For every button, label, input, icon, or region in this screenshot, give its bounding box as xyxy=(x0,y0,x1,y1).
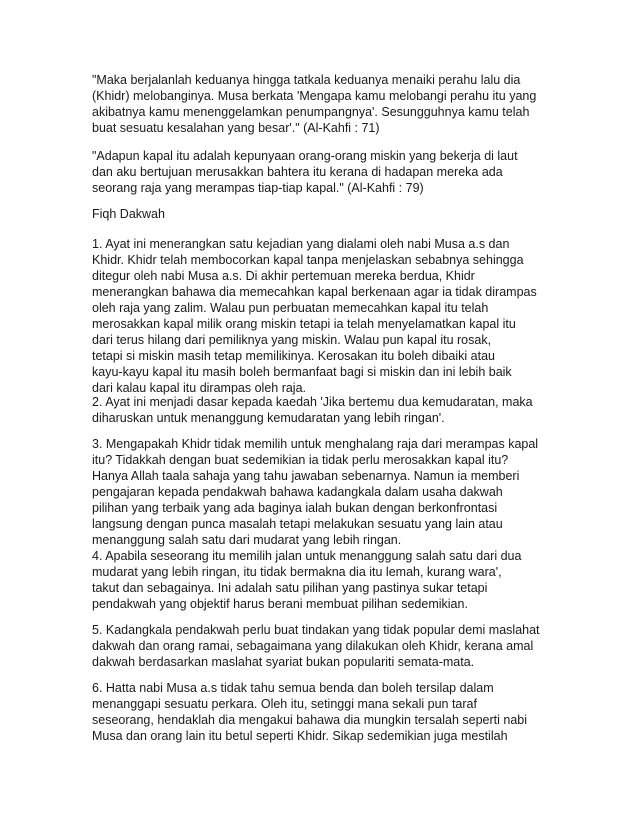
text-line: menanggapi sesuatu perkara. Oleh itu, setinggi mana sekali pun taraf xyxy=(92,697,477,711)
text-line: takut dan sebagainya. Ini adalah satu pilihan yang pastinya sukar tetapi xyxy=(92,581,488,595)
text-line: mudarat yang lebih ringan, itu tidak bermakna dia itu lemah, kurang wara', xyxy=(92,565,502,579)
text-line: menanggung salah satu dari mudarat yang lebih ringan. xyxy=(92,533,402,547)
text-line: seorang raja yang merampas tiap-tiap kapal." (Al-Kahfi : 79) xyxy=(92,181,424,195)
point-paragraph-1 xyxy=(92,236,562,396)
text-line: 3. Mengapakah Khidr tidak memilih untuk menghalang raja dari merampas kapal xyxy=(92,437,539,451)
text-line: kayu-kayu kapal itu masih boleh bermanfaat bagi si miskin dan ini lebih baik xyxy=(92,365,512,379)
text-line: diharuskan untuk menanggung kemudaratan yang lebih ringan'. xyxy=(92,411,445,425)
text-line: 2. Ayat ini menjadi dasar kepada kaedah 'Jika bertemu dua kemudaratan, maka xyxy=(92,395,533,409)
heading-text: Fiqh Dakwah xyxy=(92,207,165,221)
text-line: menerangkan bahawa dia memecahkan kapal berkenaan agar ia tidak dirampas xyxy=(92,285,537,299)
text-line: dakwah dan orang ramai, sebagaimana yang dilakukan oleh Khidr, kerana amal xyxy=(92,639,534,653)
text-line: langsung dengan punca masalah tetapi melakukan sesuatu yang lain atau xyxy=(92,517,503,531)
text-line: itu? Tidakkah dengan buat sedemikian ia tidak perlu merosakkan kapal itu? xyxy=(92,453,509,467)
point-paragraph-5 xyxy=(92,622,562,670)
point-paragraph-4 xyxy=(92,548,562,612)
text-line: merosakkan kapal milik orang miskin tetapi ia telah menyelamatkan kapal itu xyxy=(92,317,516,331)
section-heading xyxy=(92,206,562,222)
text-line: Musa dan orang lain itu betul seperti Khidr. Sikap sedemikian juga mestilah xyxy=(92,729,508,743)
text-line: ditegur oleh nabi Musa a.s. Di akhir pertemuan mereka berdua, Khidr xyxy=(92,269,475,283)
text-line: pengajaran kepada pendakwah bahawa kadangkala dalam usaha dakwah xyxy=(92,485,503,499)
text-line: 6. Hatta nabi Musa a.s tidak tahu semua benda dan boleh tersilap dalam xyxy=(92,681,494,695)
text-line: 1. Ayat ini menerangkan satu kejadian yang dialami oleh nabi Musa a.s dan xyxy=(92,237,510,251)
text-line: (Khidr) melobanginya. Musa berkata 'Mengapa kamu melobangi perahu itu yang xyxy=(92,89,537,103)
text-line: Khidr. Khidr telah membocorkan kapal tanpa menjelaskan sebabnya sehingga xyxy=(92,253,524,267)
text-line: dakwah berdasarkan maslahat syariat bukan populariti semata-mata. xyxy=(92,655,475,669)
text-line: "Adapun kapal itu adalah kepunyaan orang-orang miskin yang bekerja di laut xyxy=(92,149,518,163)
text-line: buat sesuatu kesalahan yang besar'." (Al-Kahfi : 71) xyxy=(92,121,380,135)
text-line: dari kalau kapal itu dirampas oleh raja. xyxy=(92,381,307,395)
text-line: "Maka berjalanlah keduanya hingga tatkala keduanya menaiki perahu lalu dia xyxy=(92,73,521,87)
text-line: akibatnya kamu menenggelamkan penumpangnya'. Sesungguhnya kamu telah xyxy=(92,105,530,119)
text-line: Hanya Allah taala sahaja yang tahu jawaban sebenarnya. Namun ia memberi xyxy=(92,469,520,483)
text-line: tetapi si miskin masih tetap memilikinya. Kerosakan itu boleh dibaiki atau xyxy=(92,349,495,363)
text-line: 4. Apabila seseorang itu memilih jalan untuk menanggung salah satu dari dua xyxy=(92,549,522,563)
text-line: dari terus hilang dari pemiliknya yang miskin. Walau pun kapal itu rosak, xyxy=(92,333,492,347)
text-line: seseorang, hendaklah dia mengakui bahawa dia mungkin tersalah seperti nabi xyxy=(92,713,528,727)
quote-paragraph-2 xyxy=(92,148,562,196)
text-line: dan aku bertujuan merusakkan bahtera itu kerana di hadapan mereka ada xyxy=(92,165,503,179)
text-line: pilihan yang terbaik yang ada baginya ialah bukan dengan berkonfrontasi xyxy=(92,501,498,515)
text-line: 5. Kadangkala pendakwah perlu buat tindakan yang tidak popular demi maslahat xyxy=(92,623,540,637)
point-paragraph-2 xyxy=(92,394,562,426)
text-line: pendakwah yang objektif harus berani membuat pilihan sedemikian. xyxy=(92,597,468,611)
text-line: oleh raja yang zalim. Walau pun perbuatan memecahkan kapal itu telah xyxy=(92,301,489,315)
point-paragraph-3 xyxy=(92,436,562,548)
point-paragraph-6 xyxy=(92,680,562,744)
quote-paragraph-1 xyxy=(92,72,562,136)
